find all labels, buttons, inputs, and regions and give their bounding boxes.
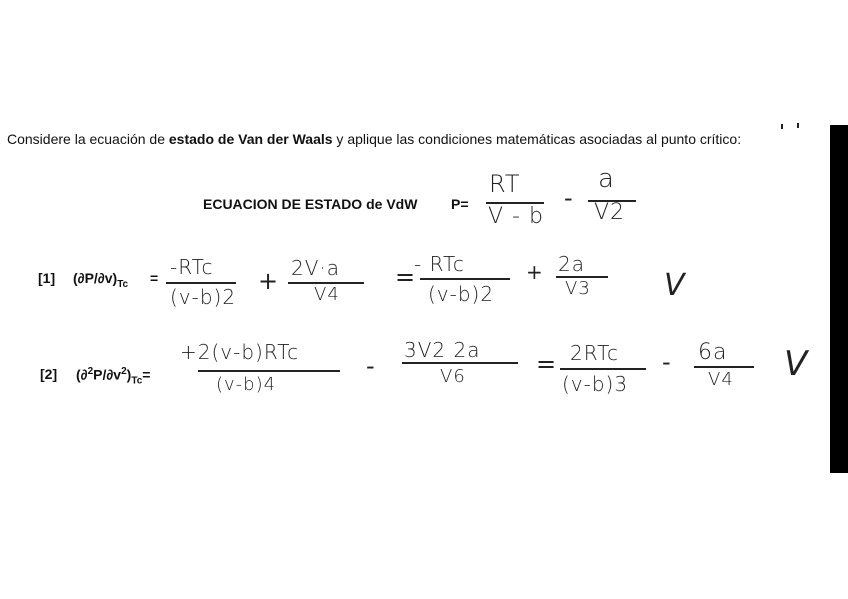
state-t1-den: V - b xyxy=(488,204,544,229)
eq1-f1-num: -RTc xyxy=(170,255,214,279)
eq1-equals: = xyxy=(150,270,159,286)
eq1-plus-1: + xyxy=(258,267,279,295)
eq1-f4-num: 2a xyxy=(558,252,585,276)
eq2-f2-den: V6 xyxy=(440,366,466,387)
eq2-derivative xyxy=(76,366,150,386)
eq2-f2-bar xyxy=(402,362,518,364)
scan-mark-left xyxy=(781,124,783,129)
eq1-f1-bar xyxy=(166,282,236,284)
eq2-f1-den: (v-b)4 xyxy=(216,374,277,395)
scan-mark-right xyxy=(797,123,799,128)
eq2-deriv-c: ) xyxy=(126,366,132,383)
scan-edge-bar xyxy=(830,125,848,473)
eq2-f3-bar xyxy=(560,368,646,370)
eq2-minus-2: - xyxy=(662,348,671,376)
eq2-f3-num: 2RTc xyxy=(570,341,619,365)
state-eq-label: ECUACION DE ESTADO de VdW xyxy=(203,196,418,212)
eq2-deriv-sub: Tc xyxy=(131,375,143,387)
state-t2-den: V2 xyxy=(594,200,626,225)
eq2-number: [2] xyxy=(40,366,58,382)
eq1-equals-2: = xyxy=(395,263,416,291)
eq1-f2-den: V4 xyxy=(314,284,340,305)
eq1-f3-num: - RTc xyxy=(414,252,465,276)
eq2-f4-num: 6a xyxy=(698,340,728,365)
eq2-deriv-a: (∂ xyxy=(76,366,88,383)
eq1-deriv-sub: Tc xyxy=(117,278,129,290)
eq2-minus-1: - xyxy=(366,352,375,380)
eq1-number: [1] xyxy=(38,270,56,286)
eq2-f1-bar xyxy=(198,370,340,372)
intro-part2: y aplique las condiciones matemáticas asociadas al punto crítico: xyxy=(332,131,742,147)
eq2-sup-a: 2 xyxy=(87,366,94,377)
eq1-derivative xyxy=(73,270,128,290)
eq2-equals-2: = xyxy=(536,350,557,378)
state-minus: - xyxy=(564,184,573,212)
eq2-deriv-b: P/∂v xyxy=(93,366,122,383)
eq1-f3-den: (v-b)2 xyxy=(428,282,495,306)
intro-part1: Considere la ecuación de xyxy=(7,131,169,147)
eq2-f2-num: 3V2 2a xyxy=(404,338,481,362)
eq1-f3-bar xyxy=(420,278,510,280)
eq1-f4-den: V3 xyxy=(565,278,591,299)
intro-text xyxy=(7,130,767,148)
eq2-sup-b: 2 xyxy=(121,366,127,377)
eq1-check-mark: V xyxy=(664,268,686,303)
eq2-check-mark: V xyxy=(784,344,809,384)
state-t2-num: a xyxy=(598,164,615,194)
eq2-equals: = xyxy=(142,366,151,383)
eq1-f1-den: (v-b)2 xyxy=(170,285,237,309)
intro-bold: estado de Van der Waals xyxy=(168,131,333,147)
eq1-plus-2: + xyxy=(526,260,543,284)
state-t1-num: RT xyxy=(489,170,521,198)
state-eq-p: P= xyxy=(451,196,469,212)
eq2-f3-den: (v-b)3 xyxy=(562,372,629,396)
eq2-f1-num: +2(v-b)RTc xyxy=(180,340,300,364)
eq2-f4-den: V4 xyxy=(708,369,734,390)
eq1-f2-num: 2V·a xyxy=(291,256,341,280)
eq1-deriv-text: (∂P/∂v) xyxy=(73,270,118,286)
eq2-f4-bar xyxy=(694,366,754,368)
